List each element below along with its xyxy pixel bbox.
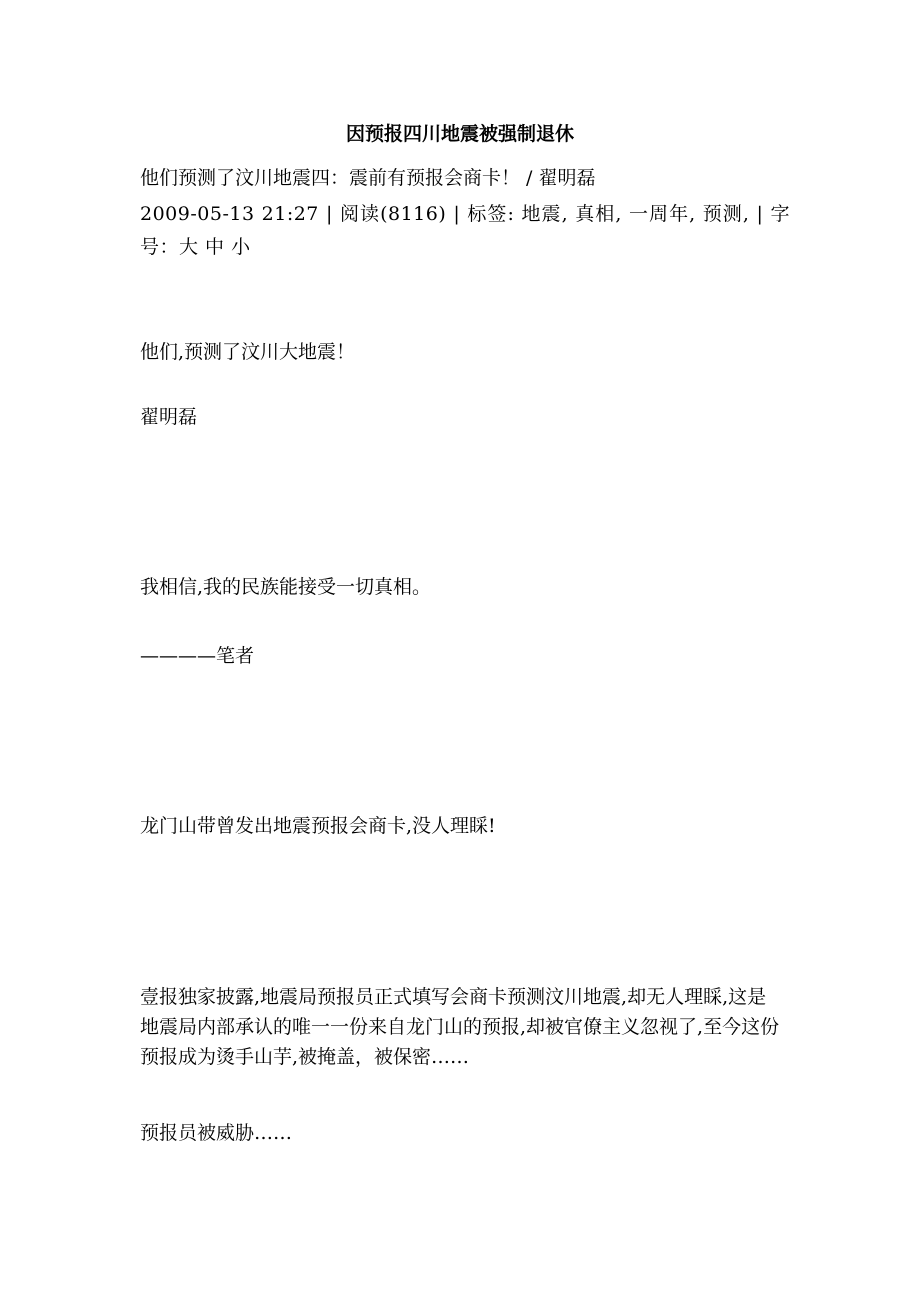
paragraph-headline: 他们,预测了汶川大地震！ — [140, 341, 356, 363]
paragraph-quote: 我相信,我的民族能接受一切真相。 — [140, 576, 432, 598]
document-title: 因预报四川地震被强制退休 — [345, 123, 574, 145]
paragraph-closing: 预报员被威胁…… — [140, 1122, 293, 1144]
article-subheader: 他们预测了汶川地震四：震前有预报会商卡！ / 翟明磊 — [140, 167, 596, 189]
article-meta: 2009-05-13 21:27 | 阅读(8116) | 标签: 地震, 真相, 一周年, 预测, | 字号：大 中 小 — [140, 203, 790, 258]
paragraph-body: 壹报独家披露,地震局预报员正式填写会商卡预测汶川地震,却无人理睬,这是地震局内部承认的唯一一份来自龙门山的预报,却被官僚主义忽视了,至今这份预报成为烫手山芋,被掩盖，被保密…… — [140, 986, 780, 1068]
paragraph-section-heading: 龙门山带曾发出地震预报会商卡,没人理睬! — [140, 815, 496, 837]
paragraph-author: 翟明磊 — [140, 406, 198, 428]
paragraph-quote-attribution: ————笔者 — [140, 645, 255, 667]
